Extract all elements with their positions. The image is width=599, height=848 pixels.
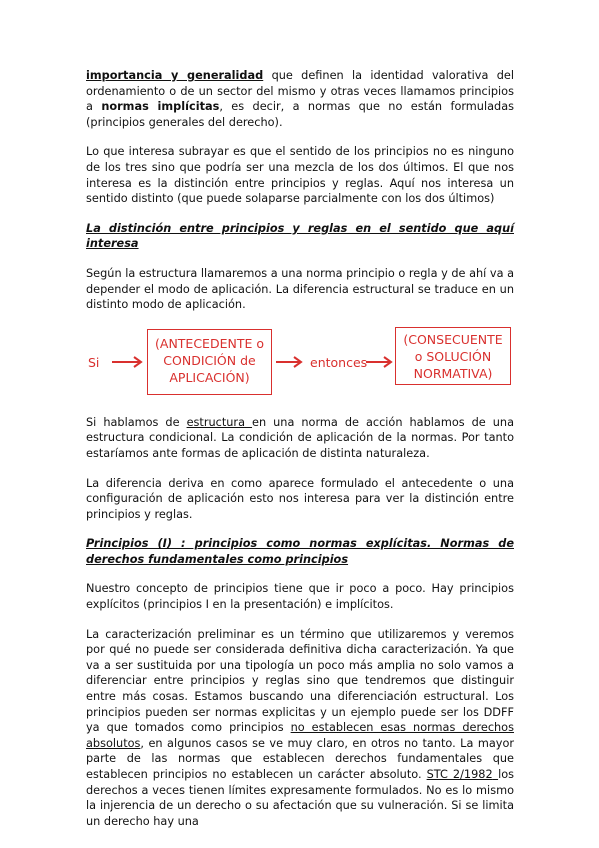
paragraph-concepto: Nuestro concepto de principios tiene que ir poco a poco. Hay principios explícitos (principios I en la presentación) e implícitos.	[86, 582, 514, 612]
consequent-box: (CONSECUENTE o SOLUCIÓN NORMATIVA)	[395, 327, 511, 385]
paragraph-interest: Lo que interesa subrayar es que el sentido de los principios no es ninguno de los tres sino que podría ser una mezcla de los dos últimos. El que nos interesa es la distinción entre principios y reglas. Aquí nos interesa un sentido distinto (que puede solaparse parcialmente con los dos últimos)	[86, 145, 514, 206]
heading-principios-explicitos: Principios (I) : principios como normas explícitas. Normas de derechos fundamentales como principios	[86, 537, 514, 566]
emphasis-no-absolutos: no establecen esas normas derechos absolutos	[86, 721, 514, 750]
paragraph-caracterizacion: La caracterización preliminar es un término que utilizaremos y veremos por qué no puede ser considerada definitiva dicha caracterización. Ya que va a ser sustituida por una tipología un poco más amplia no solo vamos a diferenciar entre principios y reglas sino que tendremos que distinguir entre más cosas. Estamos buscando una diferenciación estructural. Los principios pueden ser normas explicitas y un ejemplo puede ser los DDFF ya que tomados como principios no establecen esas normas derechos absolutos, en algunos casos se ve muy claro, en otros no tanto. La mayor parte de las normas que establecen derechos fundamentales que establecen principios no establecen un carácter absoluto. STC 2/1982 los derechos a veces tienen límites expresamente formulados. No es lo mismo la injerencia de un derecho o su afectación que su vulneración. Si se limita un derecho hay una	[86, 627, 514, 828]
emphasis-normas-implicitas: normas implícitas	[101, 100, 220, 114]
antecedent-box: (ANTECEDENTE o CONDICIÓN de APLICACIÓN)	[147, 329, 272, 395]
document-page	[86, 68, 514, 843]
paragraph-structure: Según la estructura llamaremos a una norma principio o regla y de ahí va a depender el modo de aplicación. La diferencia estructural se traduce en un distinto modo de aplicación.	[86, 266, 515, 312]
citation-stc: STC 2/1982	[426, 768, 493, 781]
paragraph-diferencia: La diferencia deriva en como aparece formulado el antecedente o una configuración de aplicación esto nos interesa para ver la distinción entre principios y reglas.	[86, 476, 514, 521]
paragraph-estructura: Si hablamos de estructura en una norma de acción hablamos de una estructura condicional. La condición de aplicación de la normas. Por tanto estaríamos ante formas de aplicación de distinta naturaleza.	[86, 415, 514, 460]
arrow-icon	[364, 354, 396, 370]
diagram-entonces-label: entonces	[310, 354, 368, 370]
emphasis-importancia: importancia y generalidad	[86, 69, 264, 82]
heading-principios-reglas: La distinción entre principios y reglas en el sentido que aquí interesa	[86, 221, 514, 251]
diagram-si-label: Si	[88, 354, 100, 370]
arrow-icon	[274, 354, 306, 370]
link-estructura: estructura	[186, 415, 253, 429]
arrow-icon	[110, 354, 146, 370]
paragraph-principles-definition: importancia y generalidad que definen la identidad valorativa del ordenamiento o de un sector del mismo y otras veces llamamos principios a normas implícitas, es decir, a normas que no están formuladas (principios generales del derecho).	[86, 69, 515, 129]
conditional-structure-diagram	[76, 327, 526, 401]
